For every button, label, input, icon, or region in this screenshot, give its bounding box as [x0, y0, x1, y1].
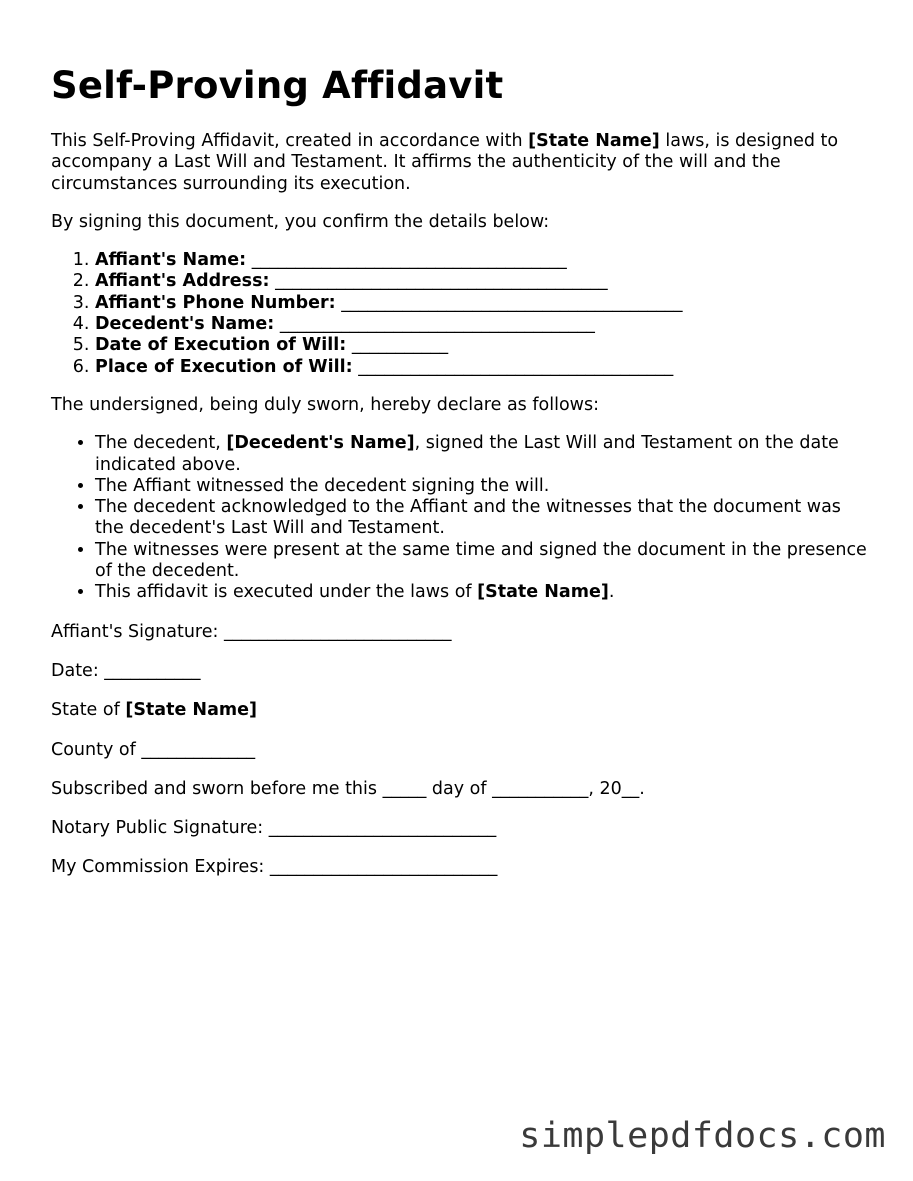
declaration-intro: The undersigned, being duly sworn, hereby declare as follows:: [51, 394, 599, 415]
county-line[interactable]: County of _____________: [51, 739, 256, 760]
declaration-text: The decedent,: [95, 433, 227, 454]
list-item: [95, 476, 871, 497]
declaration-text: This affidavit is executed under the laws of: [95, 582, 478, 603]
state-name-placeholder: [State Name]: [125, 700, 257, 721]
list-item: [95, 357, 871, 378]
intro-paragraph: [51, 131, 871, 195]
list-item: [95, 433, 871, 476]
declaration-text: The decedent acknowledged to the Affiant and the witnesses that the document was the decedent's Last Will and Testament.: [95, 497, 841, 539]
state-prefix: State of: [51, 700, 126, 721]
subscribed-line[interactable]: Subscribed and sworn before me this _____ day of ___________, 20__.: [51, 778, 645, 799]
declarations-list: [51, 433, 871, 603]
field-blank[interactable]: ______________________________________: [275, 271, 608, 292]
list-item: [95, 250, 871, 271]
field-blank[interactable]: ____________________________________: [279, 314, 595, 335]
intro-state-placeholder: [State Name]: [528, 131, 660, 151]
state-line: [51, 700, 871, 721]
intro-text-after: laws, is designed to accompany a Last Will and Testament. It affirms the authenticity of the will and the circumstances surrounding its execution.: [51, 131, 839, 194]
field-label: Place of Execution of Will:: [95, 356, 353, 377]
list-item: [95, 314, 871, 335]
notary-signature-line[interactable]: Notary Public Signature: __________________________: [51, 818, 497, 839]
page-title: Self-Proving Affidavit: [51, 64, 504, 107]
field-label: Date of Execution of Will:: [95, 335, 347, 356]
intro-text-before: This Self-Proving Affidavit, created in accordance with: [51, 131, 529, 151]
affiant-signature-line[interactable]: Affiant's Signature: __________________________: [51, 621, 452, 642]
declaration-text: The Affiant witnessed the decedent signing the will.: [95, 475, 550, 496]
list-item: [95, 540, 871, 583]
list-item: [95, 335, 871, 356]
field-blank[interactable]: ___________: [351, 335, 449, 356]
list-item: [95, 497, 871, 540]
declaration-text: The witnesses were present at the same time and signed the document in the presence of the decedent.: [95, 539, 867, 582]
decedent-name-placeholder: [Decedent's Name]: [226, 433, 415, 454]
watermark: simplepdfdocs.com: [519, 1116, 886, 1156]
details-list: [51, 250, 871, 378]
declaration-text: , signed the Last Will and Testament on the date indicated above.: [95, 433, 839, 475]
declaration-text: .: [608, 582, 615, 603]
field-label: Affiant's Address:: [95, 271, 270, 292]
field-blank[interactable]: ____________________________________: [358, 356, 674, 377]
field-label: Decedent's Name:: [95, 314, 275, 335]
lead-paragraph: By signing this document, you confirm the details below:: [51, 211, 550, 232]
field-blank[interactable]: _______________________________________: [341, 292, 683, 313]
date-line[interactable]: Date: ___________: [51, 660, 201, 681]
list-item: [95, 271, 871, 292]
field-label: Affiant's Phone Number:: [95, 292, 336, 313]
field-blank[interactable]: ____________________________________: [251, 250, 567, 271]
document-page: [51, 62, 871, 879]
list-item: [95, 293, 871, 314]
field-label: Affiant's Name:: [95, 250, 247, 271]
state-name-placeholder: [State Name]: [477, 582, 609, 603]
commission-expires-line[interactable]: My Commission Expires: __________________________: [51, 857, 498, 878]
list-item: [95, 582, 871, 603]
